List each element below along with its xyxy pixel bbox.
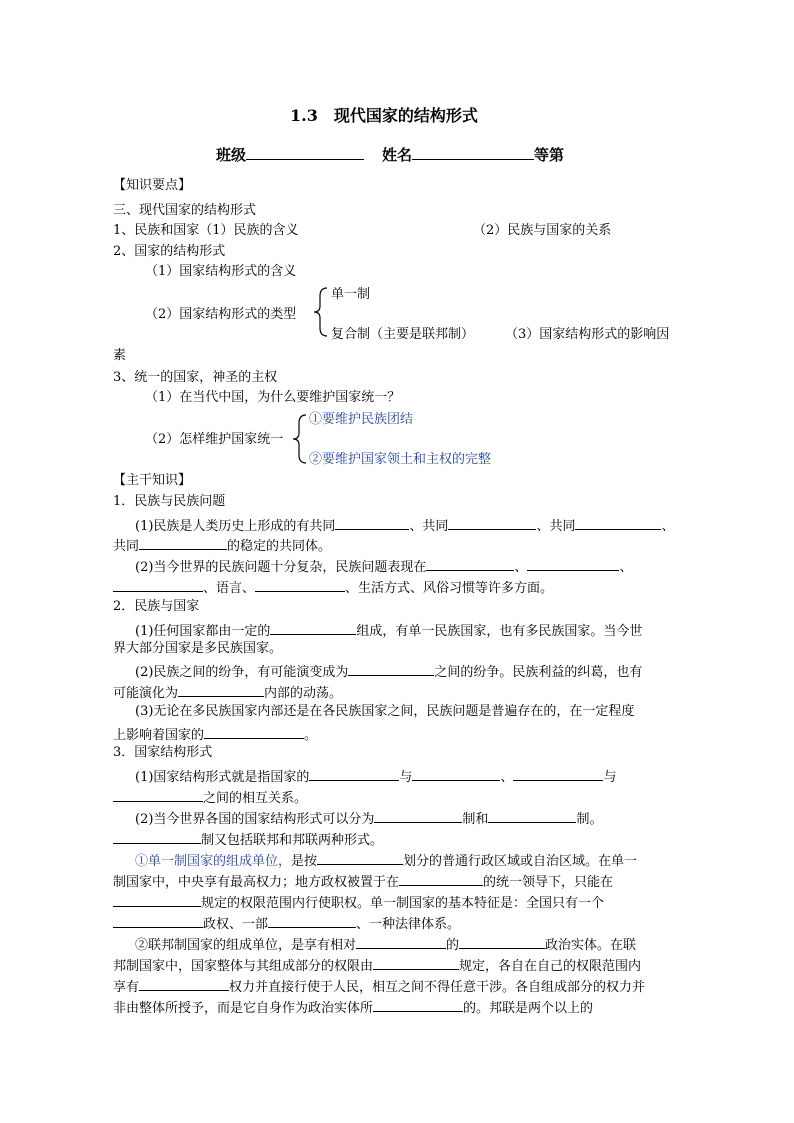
class-label: 班级 bbox=[216, 146, 247, 164]
fill-blank[interactable] bbox=[268, 913, 356, 928]
outline-branch-1: ①要维护民族团结 bbox=[309, 412, 414, 427]
outline-line: 三、现代国家的结构形式 bbox=[113, 203, 257, 218]
fill-blank[interactable] bbox=[374, 808, 462, 823]
fill-blank[interactable] bbox=[113, 577, 203, 592]
fill-blank[interactable] bbox=[113, 829, 201, 844]
paragraph-line: (2)当今世界的民族问题十分复杂，民族问题表现在 、 、 bbox=[135, 556, 632, 577]
outline-line: （1）国家结构形式的含义 bbox=[145, 264, 297, 279]
outline-line: （2）怎样维护国家统一 bbox=[145, 432, 284, 447]
paragraph-line: ②联邦制国家的组成单位，是享有相对 的 政治实体。在联 bbox=[135, 934, 636, 955]
fill-blank[interactable] bbox=[527, 556, 619, 571]
fill-blank[interactable] bbox=[426, 556, 514, 571]
paragraph-line: (2)当今世界各国的国家结构形式可以分为 制和 制。 bbox=[135, 808, 602, 829]
paragraph-line: 界大部分国家是多民族国家。 bbox=[113, 641, 283, 656]
paragraph-line: (1)任何国家都由一定的 组成，有单一民族国家，也有多民族国家。当今世 bbox=[135, 620, 642, 641]
fill-blank[interactable] bbox=[412, 766, 500, 781]
paragraph-line: 之间的相互关系。 bbox=[113, 787, 307, 808]
paragraph-line: 制又包括联邦和邦联两种形式。 bbox=[113, 829, 383, 850]
grade-label: 等第 bbox=[534, 146, 565, 164]
paragraph-line: 规定的权限范围内行使职权。单一制国家的基本特征是：全国只有一个 bbox=[113, 892, 604, 913]
header-line bbox=[216, 145, 564, 164]
fill-blank[interactable] bbox=[348, 661, 434, 676]
fill-blank[interactable] bbox=[373, 955, 459, 970]
paragraph-line: 共同 的稳定的共同体。 bbox=[113, 535, 331, 556]
paragraph-line: 享有 权力并直接行使于人民，相互之间不得任意干涉。各自组成部分的权力并 bbox=[113, 976, 645, 997]
paragraph-line: 、语言、 、生活方式、风俗习惯等许多方面。 bbox=[113, 577, 553, 598]
outline-line: （3）国家结构形式的影响因 bbox=[505, 327, 670, 342]
paragraph-line: 邦制国家中，国家整体与其组成部分的权限由 规定，各自在自己的权限范围内 bbox=[113, 955, 641, 976]
fill-blank[interactable] bbox=[575, 515, 661, 530]
fill-blank[interactable] bbox=[335, 515, 409, 530]
outline-line: （1）在当代中国，为什么要维护国家统一？ bbox=[145, 390, 401, 405]
class-blank[interactable] bbox=[246, 145, 364, 160]
section-heading-main-knowledge: 【主干知识】 bbox=[113, 473, 192, 488]
outline-line: 1、民族和国家（1）民族的含义 bbox=[113, 223, 299, 238]
fill-blank[interactable] bbox=[113, 787, 203, 802]
outline-compound: 复合制（主要是联邦制） bbox=[331, 327, 475, 342]
outline-line: 2、国家的结构形式 bbox=[113, 244, 226, 259]
section-heading-key-points: 【知识要点】 bbox=[113, 178, 192, 193]
paragraph-line: 非由整体所授予，而是它自身作为政治实体所 的。邦联是两个以上的 bbox=[113, 997, 593, 1018]
fill-blank[interactable] bbox=[113, 913, 203, 928]
paragraph-line: ①单一制国家的组成单位，是按 划分的普通行政区域或自治区域。在单一 bbox=[135, 850, 637, 871]
paragraph-line: (1)国家结构形式就是指国家的 与 、 与 bbox=[135, 766, 616, 787]
brace-icon bbox=[311, 286, 331, 338]
fill-blank[interactable] bbox=[317, 850, 403, 865]
subheading: 1．民族与民族问题 bbox=[113, 494, 226, 509]
fill-blank[interactable] bbox=[178, 682, 264, 697]
fill-blank[interactable] bbox=[270, 620, 356, 635]
outline-line: （2）国家结构形式的类型 bbox=[145, 307, 297, 322]
fill-blank[interactable] bbox=[139, 976, 229, 991]
name-blank[interactable] bbox=[412, 145, 534, 160]
fill-blank[interactable] bbox=[448, 515, 536, 530]
paragraph-line: 上影响着国家的 。 bbox=[113, 724, 317, 745]
fill-blank[interactable] bbox=[139, 535, 227, 550]
name-label: 姓名 bbox=[382, 146, 413, 164]
fill-blank[interactable] bbox=[255, 577, 345, 592]
fill-blank[interactable] bbox=[309, 766, 399, 781]
fill-blank[interactable] bbox=[488, 808, 576, 823]
fill-blank[interactable] bbox=[204, 724, 304, 739]
outline-line: 3、统一的国家，神圣的主权 bbox=[113, 370, 278, 385]
paragraph-line: (1)民族是人类历史上形成的有共同 、共同 、共同 、 bbox=[135, 515, 674, 536]
subheading: 2．民族与国家 bbox=[113, 599, 200, 614]
fill-blank[interactable] bbox=[373, 997, 463, 1012]
fill-blank[interactable] bbox=[513, 766, 603, 781]
subheading: 3．国家结构形式 bbox=[113, 745, 213, 760]
fill-blank[interactable] bbox=[113, 892, 201, 907]
paragraph-line: (3)无论在多民族国家内部还是在各民族国家之间，民族问题是普遍存在的，在一定程度 bbox=[135, 704, 635, 719]
outline-branch-2: ②要维护国家领土和主权的完整 bbox=[309, 452, 492, 467]
paragraph-line: (2)民族之间的纷争，有可能演变成为 之间的纷争。民族利益的纠葛，也有 bbox=[135, 661, 642, 682]
outline-line: （2）民族与国家的关系 bbox=[473, 223, 612, 238]
paragraph-line: 可能演化为 内部的动荡。 bbox=[113, 682, 342, 703]
fill-blank[interactable] bbox=[459, 934, 545, 949]
fill-blank[interactable] bbox=[399, 871, 483, 886]
paragraph-line: 政权、一部 、一种法律体系。 bbox=[113, 913, 460, 934]
paragraph-line: 制国家中，中央享有最高权力；地方政权被置于在 的统一领导下，只能在 bbox=[113, 871, 613, 892]
page-title: 1.3 现代国家的结构形式 bbox=[290, 106, 478, 125]
fill-blank[interactable] bbox=[356, 934, 446, 949]
brace-icon bbox=[290, 411, 310, 467]
outline-unitary: 单一制 bbox=[331, 287, 371, 302]
outline-line: 素 bbox=[113, 348, 127, 363]
